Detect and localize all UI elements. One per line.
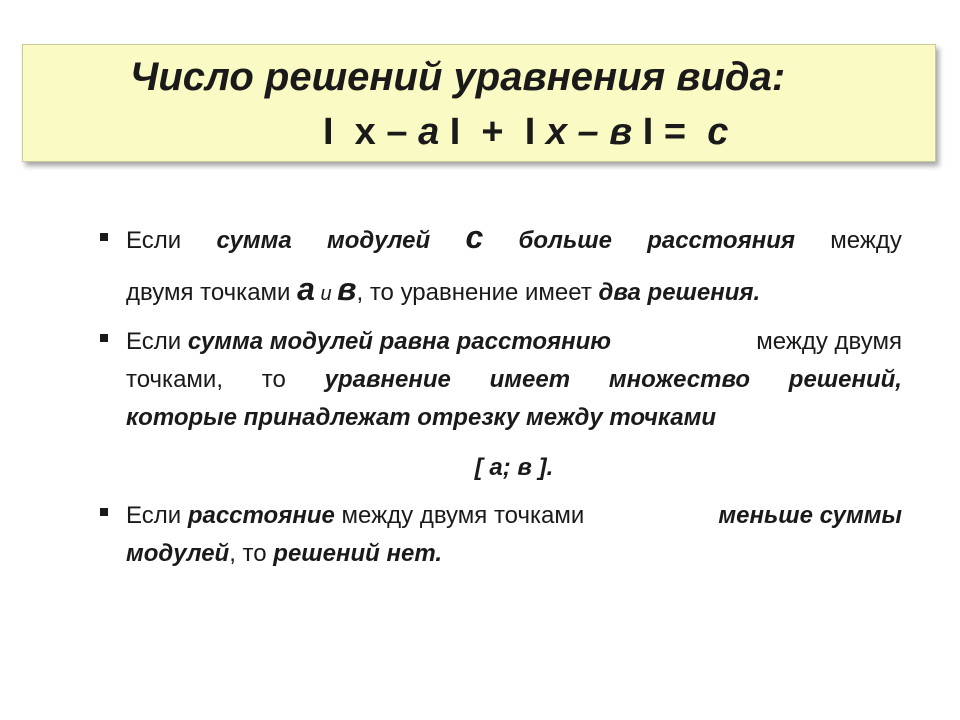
word: с [465,219,484,255]
text: между двумя [756,328,902,355]
segment-ab: [ а; в ]. [474,454,554,481]
bullet-2-line-1 [126,323,902,361]
square-bullet-icon [100,508,108,516]
emphasis: сумма модулей равна расстоянию [187,328,612,355]
word: модулей [326,227,431,254]
bullet-item-1 [100,219,902,313]
word: сумма [216,227,292,254]
bullet-1-line-2 [126,271,902,313]
word: между [830,227,902,254]
point-b: в [337,271,357,307]
square-bullet-icon [100,334,108,342]
bullet-3-line-2 [126,535,902,573]
emphasis: меньше суммы [718,502,902,529]
emphasis: модулей [126,540,230,567]
bullet-2-line-2 [126,361,902,399]
emphasis: решений нет. [273,540,443,567]
text: Если [126,502,188,529]
text: между двумя точками [334,502,585,529]
bullet-2-line-3: которые принадлежат отрезку между точками [126,404,717,431]
word: то [261,366,286,393]
title-banner [22,44,936,162]
equation-c: с [707,111,729,153]
equation [323,111,728,154]
bullet-3-line-1 [126,497,902,535]
equation-a: а [418,111,440,153]
text: , то [229,540,274,567]
bullet-item-2 [100,323,902,487]
equation-part-1: I x – [323,111,419,153]
word: решений, [788,366,902,393]
slide-title: Число решений уравнения вида: [130,55,786,99]
word: имеет [489,366,571,393]
equation-x-b: x – в [545,111,633,153]
equation-part-3: I = [632,111,708,153]
square-bullet-icon [100,233,108,241]
word: больше [518,227,612,254]
emphasis: два решения. [598,279,761,306]
text: и [314,283,338,305]
emphasis: расстояние [187,502,335,529]
word: точками, [126,366,223,393]
bullet-list [100,219,902,583]
word: Если [126,227,182,254]
point-a: а [297,271,315,307]
equation-part-2: I + I [439,111,546,153]
bullet-1-line-1 [126,219,902,260]
word: расстояния [647,227,796,254]
word: множество [608,366,751,393]
text: двумя точками [126,279,298,306]
text: , то уравнение имеет [356,279,599,306]
text: Если [126,328,188,355]
word: уравнение [324,366,451,393]
bullet-item-3 [100,497,902,573]
